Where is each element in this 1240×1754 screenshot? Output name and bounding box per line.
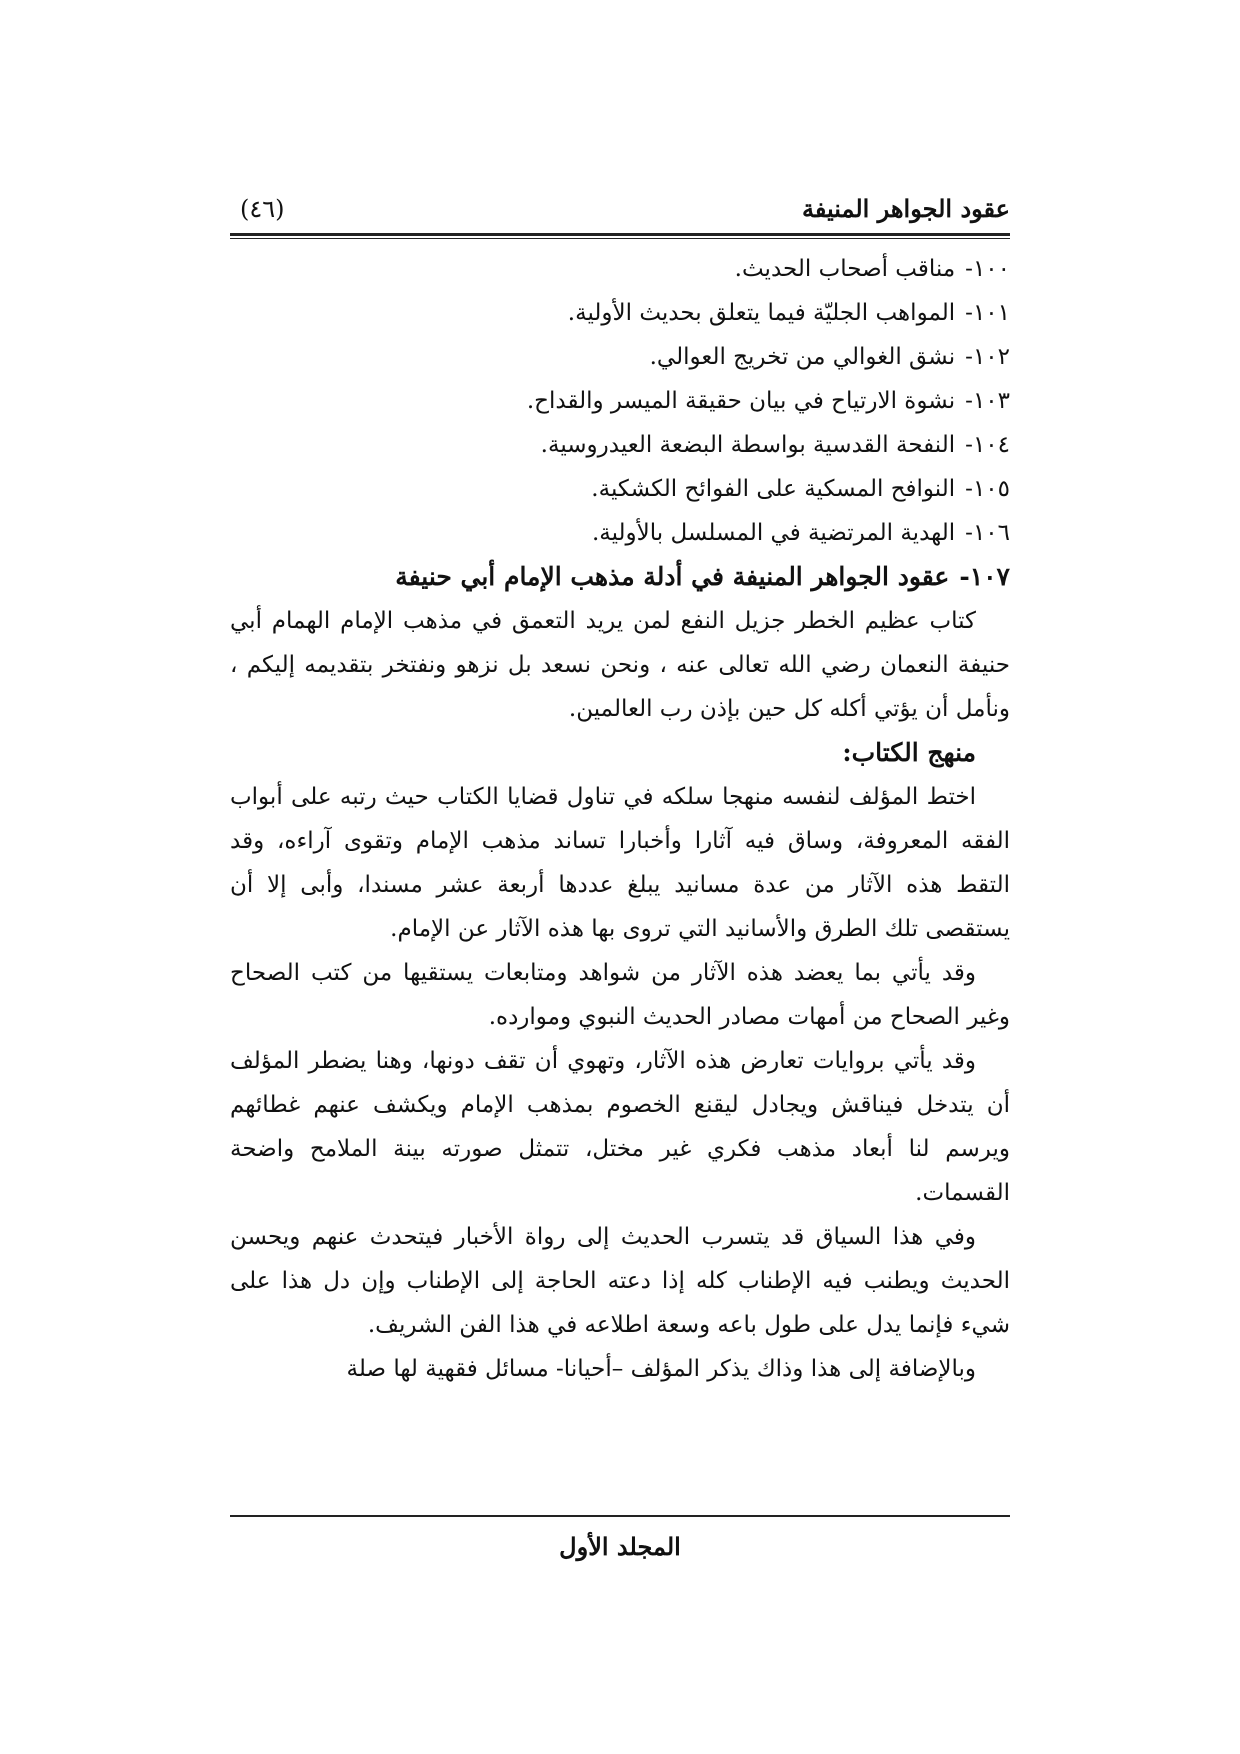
- body-paragraph: وقد يأتي بما يعضد هذه الآثار من شواهد ومتابعات يستقيها من كتب الصحاح وغير الصحاح من أمهات مصادر الحديث النبوي وموارده.: [230, 960, 1010, 1030]
- list-item: [230, 423, 1010, 467]
- list-item-number: ١٠٦-: [965, 520, 1010, 546]
- list-item-text: عقود الجواهر المنيفة في أدلة مذهب الإمام أبي حنيفة: [395, 562, 950, 591]
- list-item-number: ١٠١-: [965, 300, 1010, 326]
- list-item-number: ١٠٥-: [965, 476, 1010, 502]
- list-item-text: الهدية المرتضية في المسلسل بالأولية.: [591, 520, 956, 546]
- list-item-number: ١٠٠-: [965, 256, 1010, 282]
- list-item-number: ١٠٢-: [965, 344, 1010, 370]
- body-paragraph: وفي هذا السياق قد يتسرب الحديث إلى رواة الأخبار فيتحدث عنهم ويحسن الحديث ويطنب فيه الإطناب كله إذا دعته الحاجة إلى الإطناب وإن دل هذا على شيء فإنما يدل على طول باعه وسعة اطلاعه في هذا الفن الشريف.: [230, 1224, 1010, 1338]
- list-item-text: المواهب الجليّة فيما يتعلق بحديث الأولية.: [567, 300, 956, 326]
- list-item-text: نشق الغوالي من تخريج العوالي.: [649, 344, 956, 370]
- book-title: عقود الجواهر المنيفة: [801, 194, 1010, 223]
- body-paragraph: وبالإضافة إلى هذا وذاك يذكر المؤلف –أحيانا- مسائل فقهية لها صلة: [346, 1356, 976, 1382]
- bibliography-list: [230, 247, 1010, 599]
- running-header: [230, 185, 1010, 233]
- volume-label: المجلد الأول: [559, 1532, 681, 1561]
- list-item-number: ١٠٧-: [959, 562, 1010, 591]
- list-item: [230, 247, 1010, 291]
- list-item: [230, 467, 1010, 511]
- list-item: [230, 511, 1010, 555]
- intro-paragraph: كتاب عظيم الخطر جزيل النفع لمن يريد التعمق في مذهب الإمام الهمام أبي حنيفة النعمان رضي الله تعالى عنه ، ونحن نسعد بل نزهو ونفتخر بتقديمه إليكم ، ونأمل أن يؤتي أكله كل حين بإذن رب العالمين.: [230, 608, 1010, 722]
- page-content: [230, 247, 1010, 1391]
- list-item-text: النفحة القدسية بواسطة البضعة العيدروسية.: [540, 432, 956, 458]
- section-heading: منهج الكتاب:: [842, 738, 976, 767]
- list-item: [230, 379, 1010, 423]
- list-item-text: النوافح المسكية على الفوائح الكشكية.: [591, 476, 956, 502]
- list-item-number: ١٠٣-: [965, 388, 1010, 414]
- list-item-text: مناقب أصحاب الحديث.: [734, 256, 956, 282]
- document-page: [230, 185, 1010, 1585]
- body-paragraph: اختط المؤلف لنفسه منهجا سلكه في تناول قضايا الكتاب حيث رتبه على أبواب الفقه المعروفة، وساق فيه آثارا وأخبارا تساند مذهب الإمام وتقوى آراءه، وقد التقط هذه الآثار من عدة مسانيد يبلغ عددها أربعة عشر مسندا، وأبى إلا أن يستقصى تلك الطرق والأسانيد التي تروى بها هذه الآثار عن الإمام.: [230, 784, 1010, 942]
- list-item: [230, 291, 1010, 335]
- list-item-featured: [230, 555, 1010, 599]
- body-paragraph: وقد يأتي بروايات تعارض هذه الآثار، وتهوي أن تقف دونها، وهنا يضطر المؤلف أن يتدخل فيناقش ويجادل ليقنع الخصوم بمذهب الإمام ويكشف عنهم غطائهم ويرسم لنا أبعاد مذهب فكري غير مختل، تتمثل صورته بينة الملامح واضحة القسمات.: [230, 1048, 1010, 1206]
- footer-rule: [230, 1515, 1010, 1517]
- list-item-number: ١٠٤-: [965, 432, 1010, 458]
- page-number: (٤٦): [240, 195, 285, 223]
- list-item-text: نشوة الارتياح في بيان حقيقة الميسر والقداح.: [526, 388, 956, 414]
- list-item: [230, 335, 1010, 379]
- header-rule: [230, 233, 1010, 239]
